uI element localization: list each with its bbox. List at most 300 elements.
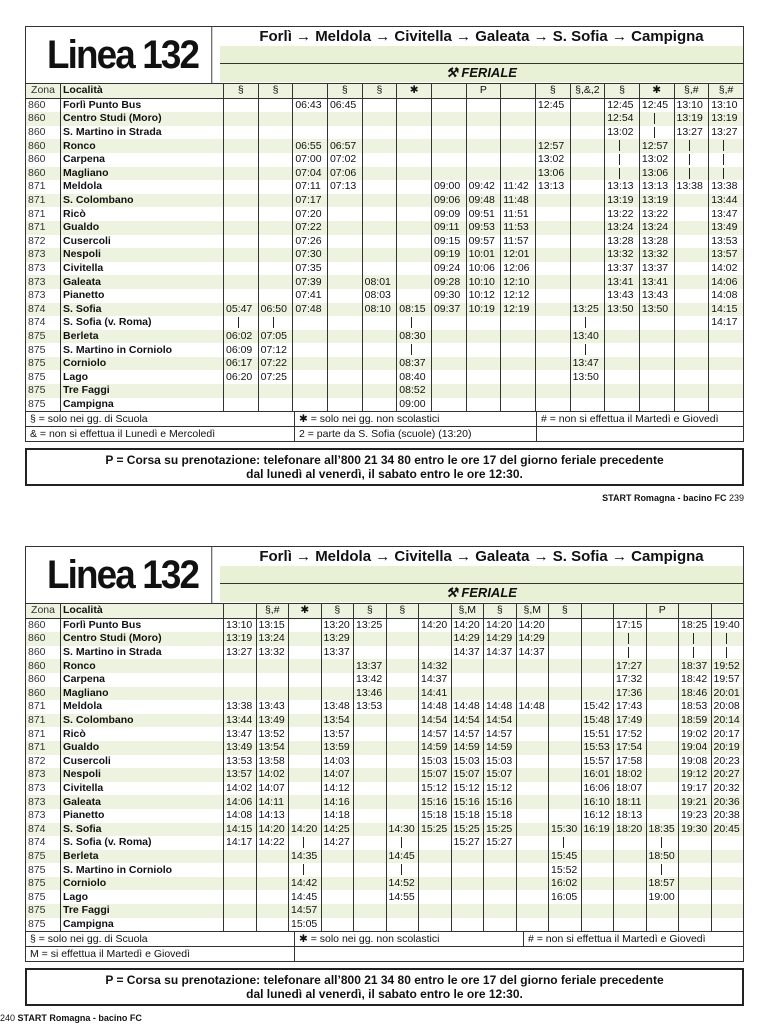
time-cell [419, 632, 452, 646]
time-cell [293, 112, 328, 126]
time-cell: 13:43 [639, 289, 674, 303]
stop-name: Berleta [61, 330, 224, 344]
time-cell [397, 248, 432, 262]
pass-through-mark [397, 343, 432, 357]
time-cell: 15:05 [289, 918, 322, 932]
time-cell: 14:30 [386, 823, 419, 837]
zona-header: Zona [26, 84, 61, 99]
stop-row [26, 727, 744, 741]
stop-row [26, 768, 744, 782]
pass-through-line [661, 864, 662, 875]
time-cell: 07:48 [293, 303, 328, 317]
pass-through-mark [679, 646, 712, 660]
time-cell [535, 303, 570, 317]
time-cell [354, 741, 387, 755]
zone-cell: 873 [26, 795, 61, 809]
zone-cell: 875 [26, 343, 61, 357]
time-cell [466, 330, 501, 344]
time-cell [639, 357, 674, 371]
time-cell [256, 904, 289, 918]
stop-name: S. Martino in Corniolo [61, 343, 224, 357]
time-cell [466, 167, 501, 181]
note: & = non si effettua il Lunedì e Mercoledì [26, 427, 295, 441]
time-cell [711, 904, 744, 918]
time-cell: 06:50 [258, 303, 293, 317]
time-cell [516, 727, 549, 741]
time-cell: 20:27 [711, 768, 744, 782]
time-cell [327, 262, 362, 276]
time-cell [516, 782, 549, 796]
time-cell [709, 343, 744, 357]
column-symbol: § [362, 84, 397, 99]
column-symbol: § [224, 84, 259, 99]
time-cell [549, 687, 582, 701]
time-cell: 20:23 [711, 755, 744, 769]
pass-through-line [303, 864, 304, 875]
time-cell [679, 877, 712, 891]
time-cell [362, 343, 397, 357]
time-cell [466, 139, 501, 153]
time-cell [258, 98, 293, 112]
time-cell: 13:19 [674, 112, 709, 126]
time-cell [570, 275, 605, 289]
pass-through-line [585, 317, 586, 328]
time-cell: 11:51 [501, 207, 536, 221]
column-symbol: §,# [709, 84, 744, 99]
time-cell [327, 330, 362, 344]
column-symbol [224, 604, 257, 619]
time-cell [535, 262, 570, 276]
time-cell [484, 673, 517, 687]
stop-name: Lago [61, 370, 224, 384]
header-row [26, 604, 744, 619]
time-cell [362, 235, 397, 249]
stop-row [26, 207, 744, 221]
note: § = solo nei gg. di Scuola [26, 932, 295, 946]
time-cell [581, 687, 614, 701]
time-cell: 12:06 [501, 262, 536, 276]
time-cell: 13:25 [354, 618, 387, 632]
time-cell: 10:12 [466, 289, 501, 303]
time-cell: 08:30 [397, 330, 432, 344]
column-symbol [431, 84, 466, 99]
stop-name: Campigna [61, 918, 224, 932]
time-cell: 06:09 [224, 343, 259, 357]
time-cell [397, 153, 432, 167]
time-cell: 12:54 [605, 112, 640, 126]
column-symbol: §,M [516, 604, 549, 619]
stop-name: Cusercoli [61, 755, 224, 769]
time-cell: 14:20 [451, 618, 484, 632]
route-title: Forlì → Meldola → Civitella → Galeata → S. Sofia → Campigna [220, 27, 743, 47]
time-cell: 13:13 [535, 180, 570, 194]
stop-row [26, 809, 744, 823]
time-cell: 13:57 [321, 727, 354, 741]
time-cell [327, 126, 362, 140]
time-cell: 14:45 [289, 890, 322, 904]
time-cell: 12:10 [501, 275, 536, 289]
time-cell: 14:48 [419, 700, 452, 714]
zone-cell: 871 [26, 221, 61, 235]
publisher: START Romagna - bacino FC [17, 1013, 142, 1023]
header-band [220, 46, 743, 64]
time-cell: 13:10 [709, 98, 744, 112]
booking-note [25, 968, 744, 1006]
pass-through-line [401, 837, 402, 848]
pass-through-line [563, 837, 564, 848]
time-cell [327, 370, 362, 384]
pass-through-line [689, 168, 690, 179]
time-cell [289, 768, 322, 782]
zone-cell: 871 [26, 180, 61, 194]
stop-row [26, 398, 744, 412]
time-cell [549, 727, 582, 741]
time-cell [674, 343, 709, 357]
time-cell [327, 275, 362, 289]
time-cell [431, 343, 466, 357]
time-cell: 13:37 [354, 659, 387, 673]
time-cell [711, 836, 744, 850]
time-cell: 14:45 [386, 850, 419, 864]
time-cell: 15:16 [419, 795, 452, 809]
time-cell: 19:08 [679, 755, 712, 769]
time-cell [581, 863, 614, 877]
column-symbol [293, 84, 328, 99]
zone-cell: 860 [26, 632, 61, 646]
time-cell: 09:15 [431, 235, 466, 249]
time-cell [354, 904, 387, 918]
time-cell [570, 180, 605, 194]
time-cell: 15:27 [484, 836, 517, 850]
time-cell [321, 863, 354, 877]
time-cell [709, 384, 744, 398]
time-cell [224, 673, 257, 687]
time-cell [549, 659, 582, 673]
stop-name: Tre Faggi [61, 384, 224, 398]
time-cell [256, 850, 289, 864]
pass-through-mark [709, 167, 744, 181]
time-cell: 05:47 [224, 303, 259, 317]
time-cell [224, 153, 259, 167]
time-cell [258, 248, 293, 262]
time-cell: 17:15 [614, 618, 647, 632]
time-cell: 12:45 [605, 98, 640, 112]
time-cell [362, 384, 397, 398]
pass-through-line [689, 140, 690, 151]
time-cell [535, 194, 570, 208]
note-empty [537, 427, 545, 441]
booking-line: P = Corsa su prenotazione: telefonare all’800 21 34 80 entro le ore 17 del giorno feriale precedente [105, 453, 664, 468]
time-cell [581, 918, 614, 932]
time-cell [709, 398, 744, 412]
time-cell: 13:24 [256, 632, 289, 646]
timetable-page-1 [25, 26, 744, 486]
time-cell [354, 918, 387, 932]
zona-header: Zona [26, 604, 61, 619]
time-cell [289, 741, 322, 755]
time-cell [419, 863, 452, 877]
time-cell [549, 768, 582, 782]
pass-through-mark [386, 836, 419, 850]
time-cell [711, 863, 744, 877]
zone-cell: 875 [26, 850, 61, 864]
time-cell: 20:45 [711, 823, 744, 837]
time-cell: 13:49 [224, 741, 257, 755]
time-cell: 19:52 [711, 659, 744, 673]
stop-name: S. Colombano [61, 194, 224, 208]
time-cell [321, 890, 354, 904]
time-cell [258, 275, 293, 289]
stop-name: Campigna [61, 398, 224, 412]
time-cell: 12:57 [639, 139, 674, 153]
time-cell: 07:00 [293, 153, 328, 167]
time-cell: 15:12 [451, 782, 484, 796]
time-cell: 13:13 [639, 180, 674, 194]
time-cell: 18:02 [614, 768, 647, 782]
time-cell [549, 809, 582, 823]
time-cell: 15:51 [581, 727, 614, 741]
stop-row [26, 275, 744, 289]
time-cell: 14:03 [321, 755, 354, 769]
pass-through-line [585, 344, 586, 355]
time-cell: 09:51 [466, 207, 501, 221]
stop-name: Forlì Punto Bus [61, 98, 224, 112]
stop-name: Gualdo [61, 741, 224, 755]
stop-name: Berleta [61, 850, 224, 864]
time-cell [362, 139, 397, 153]
time-cell [224, 180, 259, 194]
column-symbol [581, 604, 614, 619]
stop-row [26, 714, 744, 728]
time-cell: 13:54 [256, 741, 289, 755]
stop-row [26, 836, 744, 850]
time-cell [289, 727, 322, 741]
time-cell: 13:41 [605, 275, 640, 289]
pass-through-line [401, 864, 402, 875]
time-cell: 14:02 [256, 768, 289, 782]
note: # = non si effettua il Martedì e Giovedì [528, 933, 706, 946]
time-cell: 13:46 [354, 687, 387, 701]
time-cell: 12:19 [501, 303, 536, 317]
time-cell: 14:08 [709, 289, 744, 303]
time-cell: 07:30 [293, 248, 328, 262]
time-cell [674, 357, 709, 371]
time-cell [362, 194, 397, 208]
time-cell: 18:35 [646, 823, 679, 837]
time-cell [679, 863, 712, 877]
time-cell [327, 207, 362, 221]
time-cell [614, 877, 647, 891]
time-cell [397, 221, 432, 235]
time-cell: 16:19 [581, 823, 614, 837]
time-cell [386, 755, 419, 769]
time-cell [535, 275, 570, 289]
time-cell [289, 795, 322, 809]
time-cell [386, 768, 419, 782]
time-cell [614, 904, 647, 918]
time-cell: 06:45 [327, 98, 362, 112]
time-cell [466, 370, 501, 384]
time-cell [466, 112, 501, 126]
time-cell: 18:57 [646, 877, 679, 891]
time-cell [581, 890, 614, 904]
time-cell [581, 659, 614, 673]
time-cell [516, 687, 549, 701]
time-cell: 06:02 [224, 330, 259, 344]
time-cell [605, 316, 640, 330]
pass-through-mark [646, 863, 679, 877]
time-cell [484, 877, 517, 891]
time-cell: 15:18 [419, 809, 452, 823]
time-cell: 14:20 [289, 823, 322, 837]
time-cell: 16:01 [581, 768, 614, 782]
time-cell: 06:43 [293, 98, 328, 112]
stop-row [26, 673, 744, 687]
time-cell [321, 918, 354, 932]
zone-cell: 874 [26, 316, 61, 330]
stop-name: Nespoli [61, 248, 224, 262]
booking-line: dal lunedì al venerdì, il sabato entro le ore 12:30. [246, 467, 523, 482]
column-symbol: P [466, 84, 501, 99]
time-cell [327, 303, 362, 317]
column-symbol [501, 84, 536, 99]
time-cell: 15:16 [484, 795, 517, 809]
time-cell [256, 659, 289, 673]
time-cell: 14:52 [386, 877, 419, 891]
zone-cell: 872 [26, 755, 61, 769]
time-cell [327, 221, 362, 235]
time-cell [674, 262, 709, 276]
time-cell: 14:37 [516, 646, 549, 660]
pass-through-line [619, 140, 620, 151]
time-cell [535, 357, 570, 371]
time-cell: 15:16 [451, 795, 484, 809]
time-cell [327, 112, 362, 126]
zone-cell: 873 [26, 768, 61, 782]
notes-row-2 [25, 947, 744, 962]
time-cell: 20:38 [711, 809, 744, 823]
time-cell [321, 659, 354, 673]
column-symbol [711, 604, 744, 619]
time-cell: 17:58 [614, 755, 647, 769]
time-cell [466, 98, 501, 112]
time-cell [549, 700, 582, 714]
time-cell: 13:06 [639, 167, 674, 181]
time-cell [484, 687, 517, 701]
time-cell [466, 398, 501, 412]
time-cell: 14:20 [419, 618, 452, 632]
time-cell [258, 153, 293, 167]
stop-row [26, 863, 744, 877]
time-cell [256, 863, 289, 877]
stop-row [26, 700, 744, 714]
time-cell [501, 370, 536, 384]
time-cell: 15:25 [419, 823, 452, 837]
time-cell: 14:37 [451, 646, 484, 660]
time-cell: 13:38 [674, 180, 709, 194]
time-cell [362, 153, 397, 167]
time-cell: 13:49 [256, 714, 289, 728]
time-cell [256, 918, 289, 932]
time-cell [466, 343, 501, 357]
time-cell [327, 398, 362, 412]
time-cell [581, 673, 614, 687]
time-cell [535, 343, 570, 357]
time-cell [614, 836, 647, 850]
time-cell [605, 370, 640, 384]
time-cell: 09:53 [466, 221, 501, 235]
stop-name: Magliano [61, 167, 224, 181]
time-cell: 20:32 [711, 782, 744, 796]
stop-row [26, 618, 744, 632]
time-cell: 14:54 [451, 714, 484, 728]
time-cell: 17:43 [614, 700, 647, 714]
time-cell: 07:35 [293, 262, 328, 276]
time-cell [646, 809, 679, 823]
time-cell [535, 126, 570, 140]
time-cell: 13:54 [321, 714, 354, 728]
stop-row [26, 357, 744, 371]
stop-row [26, 384, 744, 398]
time-cell: 09:19 [431, 248, 466, 262]
time-cell: 15:57 [581, 755, 614, 769]
time-cell [224, 98, 259, 112]
time-cell [354, 646, 387, 660]
time-cell [605, 330, 640, 344]
time-cell: 14:41 [419, 687, 452, 701]
zone-cell: 875 [26, 330, 61, 344]
pass-through-line [661, 837, 662, 848]
time-cell [516, 659, 549, 673]
column-symbol: §,M [451, 604, 484, 619]
time-cell [679, 836, 712, 850]
time-cell [397, 180, 432, 194]
time-cell: 15:25 [451, 823, 484, 837]
time-cell [501, 126, 536, 140]
time-cell [362, 112, 397, 126]
time-cell: 19:40 [711, 618, 744, 632]
stop-row [26, 823, 744, 837]
time-cell: 10:06 [466, 262, 501, 276]
time-cell: 07:12 [258, 343, 293, 357]
time-cell [451, 918, 484, 932]
time-cell [646, 687, 679, 701]
pass-through-line [693, 647, 694, 658]
stop-name: S. Sofia (v. Roma) [61, 836, 224, 850]
time-cell [501, 139, 536, 153]
zone-cell: 875 [26, 904, 61, 918]
time-cell [293, 384, 328, 398]
time-cell [258, 384, 293, 398]
time-cell: 12:12 [501, 289, 536, 303]
time-cell: 14:17 [709, 316, 744, 330]
time-cell [354, 877, 387, 891]
stop-name: S. Sofia [61, 823, 224, 837]
time-cell [484, 863, 517, 877]
time-cell [354, 782, 387, 796]
stop-row [26, 646, 744, 660]
time-cell: 13:19 [709, 112, 744, 126]
stop-row [26, 877, 744, 891]
time-cell [386, 741, 419, 755]
time-cell [501, 330, 536, 344]
time-cell: 17:52 [614, 727, 647, 741]
zone-cell: 874 [26, 836, 61, 850]
time-cell: 15:12 [419, 782, 452, 796]
time-cell [293, 398, 328, 412]
time-cell: 20:14 [711, 714, 744, 728]
time-cell: 09:06 [431, 194, 466, 208]
